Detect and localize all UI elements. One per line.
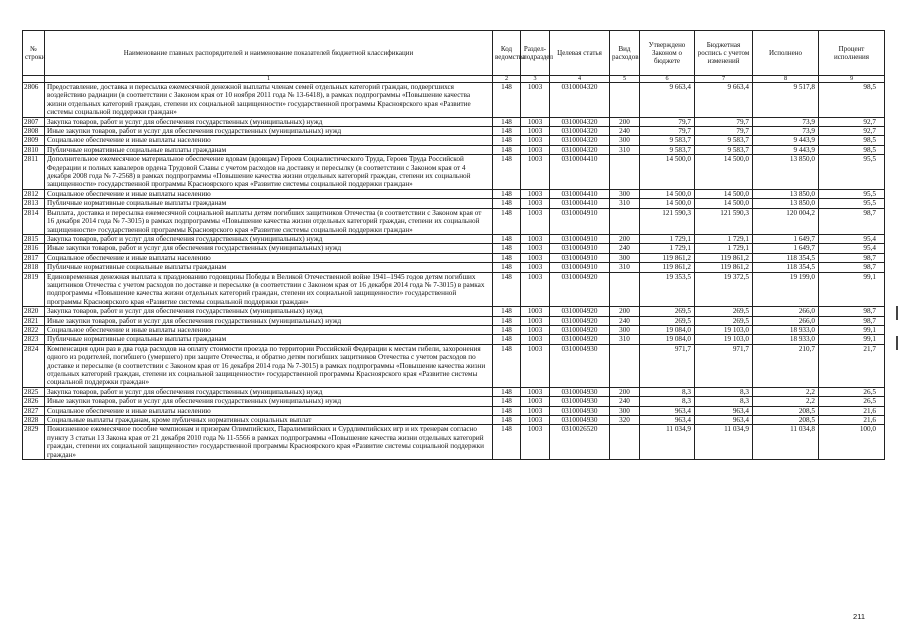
schedule-amount: 19 103,0 [695,325,753,334]
ministry-code: 148 [493,145,521,154]
row-name: Иные закупки товаров, работ и услуг для обеспечения государственных (муниципальных) нужд [45,397,493,406]
column-number [23,76,45,83]
target-article: 0310004910 [550,244,610,253]
table-row [23,406,885,415]
schedule-amount: 79,7 [695,127,753,136]
row-name: Иные закупки товаров, работ и услуг для обеспечения государственных (муниципальных) нужд [45,316,493,325]
header-section: Раздел-подраздел [521,31,550,76]
ministry-code: 148 [493,344,521,387]
execution-percent: 95,4 [819,244,885,253]
header-budget-schedule: Бюджетная роспись с учетом изменений [695,31,753,76]
ministry-code: 148 [493,307,521,316]
schedule-amount: 121 590,3 [695,208,753,234]
approved-amount: 14 500,0 [640,155,695,190]
column-number: 9 [819,76,885,83]
execution-percent: 98,7 [819,263,885,272]
table-row [23,117,885,126]
column-number: 1 [45,76,493,83]
expense-type: 310 [610,145,640,154]
row-number: 2807 [23,117,45,126]
scan-margin-mark [896,336,898,350]
expense-type: 200 [610,234,640,243]
schedule-amount: 963,4 [695,416,753,425]
execution-percent: 92,7 [819,127,885,136]
execution-percent: 99,1 [819,325,885,334]
schedule-amount: 9 663,4 [695,83,753,118]
table-row [23,263,885,272]
row-name: Иные закупки товаров, работ и услуг для обеспечения государственных (муниципальных) нужд [45,127,493,136]
executed-amount: 13 850,0 [753,199,819,208]
executed-amount: 73,9 [753,117,819,126]
execution-percent: 26,5 [819,387,885,396]
row-name: Социальное обеспечение и иные выплаты населению [45,325,493,334]
schedule-amount: 269,5 [695,307,753,316]
ministry-code: 148 [493,155,521,190]
row-number: 2821 [23,316,45,325]
row-name: Выплата, доставка и пересылка ежемесячной социальной выплаты детям погибших защитников Отечества (в соответствии с Законом края от 16 декабря 2014 года № 7-3015) в рамках подпрограммы «Повышение качества жизни отдельных категорий граждан, степени их социальной защищенности» государственной программы Красноярского края «Развитие системы социальной поддержки граждан» [45,208,493,234]
row-name: Социальное обеспечение и иные выплаты населению [45,406,493,415]
table-row [23,155,885,190]
target-article: 0310004320 [550,117,610,126]
row-name: Дополнительное ежемесячное материальное обеспечение вдовам (вдовцам) Героев Социалистического Труда, Героев Труда Российской Федерации и полных кавалеров ордена Трудовой Славы с учетом расходов на доставку и пересылку (в соответствии с Законом края от 4 декабря 2008 года № 7-2568) в рамках подпрограммы «Повышение качества жизни отдельных категорий граждан, степени их социальной защищенности» государственной программы Красноярского края «Развитие системы социальной поддержки граждан» [45,155,493,190]
ministry-code: 148 [493,234,521,243]
table-row [23,344,885,387]
table-row [23,387,885,396]
row-name: Пожизненное ежемесячное пособие чемпионам и призерам Олимпийских, Паралимпийских и Сурдлимпийских игр и их тренерам согласно пункту 3 статьи 13 Закона края от 21 декабря 2010 года № 11-5566 в рамках подпрограммы «Повышение качества жизни отдельных категорий граждан, степени их социальной защищенности» государственной программы Красноярского края «Развитие системы социальной поддержки граждан» [45,425,493,460]
executed-amount: 18 933,0 [753,335,819,344]
row-name: Единовременная денежная выплата к празднованию годовщины Победы в Великой Отечественной войне 1941–1945 годов детям погибших защитников Отечества с учетом расходов по доставке и пересылке (в соответствии с Законом края от 16 декабря 2014 года № 7-3015) в рамках подпрограммы «Повышение качества жизни отдельных категорий граждан, степени их социальной защищенности» государственной программы Красноярского края «Развитие системы социальной поддержки граждан» [45,272,493,307]
target-article: 0310004930 [550,344,610,387]
table-body [23,83,885,460]
ministry-code: 148 [493,387,521,396]
execution-percent: 95,4 [819,234,885,243]
target-article: 0310004930 [550,387,610,396]
executed-amount: 9 443,9 [753,136,819,145]
section-code: 1003 [521,244,550,253]
expense-type: 310 [610,263,640,272]
column-number: 4 [550,76,610,83]
ministry-code: 148 [493,189,521,198]
expense-type: 300 [610,136,640,145]
expense-type [610,425,640,460]
executed-amount: 266,0 [753,316,819,325]
ministry-code: 148 [493,199,521,208]
column-number-row [23,76,885,83]
approved-amount: 963,4 [640,416,695,425]
approved-amount: 119 861,2 [640,263,695,272]
row-name: Публичные нормативные социальные выплаты гражданам [45,335,493,344]
expense-type [610,344,640,387]
target-article: 0310004320 [550,136,610,145]
expense-type: 200 [610,307,640,316]
row-number: 2818 [23,263,45,272]
row-name: Публичные нормативные социальные выплаты гражданам [45,199,493,208]
approved-amount: 119 861,2 [640,253,695,262]
expense-type: 300 [610,325,640,334]
execution-percent: 98,5 [819,145,885,154]
section-code: 1003 [521,425,550,460]
schedule-amount: 1 729,1 [695,244,753,253]
row-name: Закупка товаров, работ и услуг для обеспечения государственных (муниципальных) нужд [45,307,493,316]
section-code: 1003 [521,127,550,136]
approved-amount: 79,7 [640,127,695,136]
schedule-amount: 14 500,0 [695,155,753,190]
schedule-amount: 119 861,2 [695,263,753,272]
section-code: 1003 [521,397,550,406]
table-row [23,234,885,243]
schedule-amount: 971,7 [695,344,753,387]
executed-amount: 120 004,2 [753,208,819,234]
row-name: Социальное обеспечение и иные выплаты населению [45,253,493,262]
expense-type: 200 [610,387,640,396]
row-number: 2819 [23,272,45,307]
schedule-amount: 19 103,0 [695,335,753,344]
approved-amount: 9 663,4 [640,83,695,118]
executed-amount: 18 933,0 [753,325,819,334]
row-name: Социальное обеспечение и иные выплаты населению [45,189,493,198]
target-article: 0310004320 [550,127,610,136]
table-row [23,335,885,344]
expense-type: 300 [610,406,640,415]
section-code: 1003 [521,253,550,262]
row-name: Закупка товаров, работ и услуг для обеспечения государственных (муниципальных) нужд [45,117,493,126]
ministry-code: 148 [493,263,521,272]
table-row [23,272,885,307]
execution-percent: 21,6 [819,416,885,425]
column-number: 5 [610,76,640,83]
approved-amount: 971,7 [640,344,695,387]
execution-percent: 21,6 [819,406,885,415]
table-row [23,189,885,198]
target-article: 0310004410 [550,199,610,208]
header-row-number: № строки [23,31,45,76]
approved-amount: 14 500,0 [640,199,695,208]
ministry-code: 148 [493,406,521,415]
row-number: 2827 [23,406,45,415]
target-article: 0310004920 [550,316,610,325]
table-row [23,208,885,234]
section-code: 1003 [521,307,550,316]
expense-type: 300 [610,253,640,262]
row-name: Публичные нормативные социальные выплаты гражданам [45,263,493,272]
execution-percent: 100,0 [819,425,885,460]
section-code: 1003 [521,155,550,190]
section-code: 1003 [521,263,550,272]
table-row [23,325,885,334]
table-row [23,145,885,154]
schedule-amount: 963,4 [695,406,753,415]
executed-amount: 2,2 [753,387,819,396]
execution-percent: 99,1 [819,272,885,307]
ministry-code: 148 [493,136,521,145]
row-number: 2809 [23,136,45,145]
expense-type: 240 [610,316,640,325]
execution-percent: 95,5 [819,199,885,208]
column-number: 7 [695,76,753,83]
expense-type [610,83,640,118]
expense-type: 240 [610,397,640,406]
target-article: 0310004930 [550,416,610,425]
row-name: Социальное обеспечение и иные выплаты населению [45,136,493,145]
schedule-amount: 11 034,9 [695,425,753,460]
approved-amount: 14 500,0 [640,189,695,198]
section-code: 1003 [521,83,550,118]
row-name: Социальные выплаты гражданам, кроме публичных нормативных социальных выплат [45,416,493,425]
target-article: 0310004910 [550,253,610,262]
executed-amount: 9 517,8 [753,83,819,118]
expense-type: 240 [610,127,640,136]
ministry-code: 148 [493,83,521,118]
schedule-amount: 79,7 [695,117,753,126]
row-number: 2810 [23,145,45,154]
budget-report-sheet [22,30,884,460]
row-number: 2826 [23,397,45,406]
ministry-code: 148 [493,244,521,253]
executed-amount: 73,9 [753,127,819,136]
row-number: 2817 [23,253,45,262]
table-row [23,316,885,325]
execution-percent: 95,5 [819,155,885,190]
expense-type: 200 [610,117,640,126]
executed-amount: 19 199,0 [753,272,819,307]
executed-amount: 13 850,0 [753,189,819,198]
executed-amount: 118 354,5 [753,263,819,272]
section-code: 1003 [521,234,550,243]
executed-amount: 208,5 [753,406,819,415]
schedule-amount: 119 861,2 [695,253,753,262]
column-number: 3 [521,76,550,83]
schedule-amount: 9 583,7 [695,136,753,145]
expense-type [610,272,640,307]
table-row [23,397,885,406]
expense-type: 300 [610,189,640,198]
executed-amount: 11 034,8 [753,425,819,460]
approved-amount: 9 583,7 [640,145,695,154]
approved-amount: 1 729,1 [640,234,695,243]
row-number: 2813 [23,199,45,208]
section-code: 1003 [521,406,550,415]
row-number: 2811 [23,155,45,190]
table-row [23,199,885,208]
execution-percent: 95,5 [819,189,885,198]
section-code: 1003 [521,189,550,198]
row-name: Закупка товаров, работ и услуг для обеспечения государственных (муниципальных) нужд [45,234,493,243]
table-row [23,416,885,425]
execution-percent: 99,1 [819,335,885,344]
approved-amount: 269,5 [640,307,695,316]
row-number: 2806 [23,83,45,118]
approved-amount: 8,3 [640,387,695,396]
section-code: 1003 [521,117,550,126]
section-code: 1003 [521,136,550,145]
scan-margin-mark [896,306,898,320]
target-article: 0310004910 [550,263,610,272]
header-target-article: Целевая статья [550,31,610,76]
section-code: 1003 [521,208,550,234]
schedule-amount: 19 372,5 [695,272,753,307]
executed-amount: 208,5 [753,416,819,425]
approved-amount: 19 084,0 [640,335,695,344]
section-code: 1003 [521,344,550,387]
execution-percent: 21,7 [819,344,885,387]
section-code: 1003 [521,335,550,344]
budget-table [22,30,885,460]
section-code: 1003 [521,145,550,154]
ministry-code: 148 [493,208,521,234]
ministry-code: 148 [493,316,521,325]
row-number: 2823 [23,335,45,344]
expense-type [610,155,640,190]
header-name: Наименование главных распорядителей и наименование показателей бюджетной классификации [45,31,493,76]
execution-percent: 92,7 [819,117,885,126]
row-number: 2815 [23,234,45,243]
executed-amount: 210,7 [753,344,819,387]
expense-type: 310 [610,199,640,208]
header-percent: Процент исполнения [819,31,885,76]
ministry-code: 148 [493,416,521,425]
executed-amount: 1 649,7 [753,244,819,253]
schedule-amount: 269,5 [695,316,753,325]
ministry-code: 148 [493,127,521,136]
column-number: 8 [753,76,819,83]
execution-percent: 98,7 [819,253,885,262]
target-article: 0310004930 [550,406,610,415]
schedule-amount: 8,3 [695,387,753,396]
target-article: 0310004920 [550,335,610,344]
execution-percent: 98,5 [819,83,885,118]
section-code: 1003 [521,316,550,325]
executed-amount: 13 850,0 [753,155,819,190]
execution-percent: 98,5 [819,136,885,145]
approved-amount: 269,5 [640,316,695,325]
target-article: 0310004410 [550,189,610,198]
header-ministry-code: Код ведомства [493,31,521,76]
ministry-code: 148 [493,117,521,126]
expense-type: 320 [610,416,640,425]
execution-percent: 98,7 [819,307,885,316]
ministry-code: 148 [493,335,521,344]
executed-amount: 118 354,5 [753,253,819,262]
approved-amount: 963,4 [640,406,695,415]
approved-amount: 79,7 [640,117,695,126]
approved-amount: 19 353,5 [640,272,695,307]
table-row [23,425,885,460]
table-row [23,253,885,262]
row-number: 2825 [23,387,45,396]
table-row [23,127,885,136]
approved-amount: 9 583,7 [640,136,695,145]
header-executed: Исполнено [753,31,819,76]
section-code: 1003 [521,199,550,208]
row-number: 2808 [23,127,45,136]
executed-amount: 266,0 [753,307,819,316]
schedule-amount: 14 500,0 [695,189,753,198]
approved-amount: 1 729,1 [640,244,695,253]
target-article: 0310004910 [550,234,610,243]
header-expense-type: Вид расходов [610,31,640,76]
target-article: 0310004920 [550,325,610,334]
section-code: 1003 [521,416,550,425]
approved-amount: 8,3 [640,397,695,406]
expense-type [610,208,640,234]
executed-amount: 9 443,9 [753,145,819,154]
row-name: Иные закупки товаров, работ и услуг для обеспечения государственных (муниципальных) нужд [45,244,493,253]
execution-percent: 98,7 [819,208,885,234]
target-article: 0310004910 [550,208,610,234]
table-header-row [23,31,885,76]
ministry-code: 148 [493,325,521,334]
row-number: 2814 [23,208,45,234]
ministry-code: 148 [493,397,521,406]
execution-percent: 98,7 [819,316,885,325]
expense-type: 240 [610,244,640,253]
execution-percent: 26,5 [819,397,885,406]
row-number: 2824 [23,344,45,387]
schedule-amount: 9 583,7 [695,145,753,154]
target-article: 0310004920 [550,307,610,316]
schedule-amount: 14 500,0 [695,199,753,208]
section-code: 1003 [521,325,550,334]
approved-amount: 19 084,0 [640,325,695,334]
table-row [23,307,885,316]
row-name: Закупка товаров, работ и услуг для обеспечения государственных (муниципальных) нужд [45,387,493,396]
approved-amount: 11 034,9 [640,425,695,460]
target-article: 0310004410 [550,155,610,190]
row-name: Публичные нормативные социальные выплаты гражданам [45,145,493,154]
row-number: 2828 [23,416,45,425]
row-name: Компенсация один раз в два года расходов на оплату стоимости проезда по территории Российской Федерации к местам гибели, захоронения одного из родителей, погибшего (умершего) при защите Отечества, и обратно детям погибших защитников Отечества с учетом расходов по доставке и пересылке (в соответствии с Законом края от 16 декабря 2014 года № 7-3015) в рамках подпрограммы «Повышение качества жизни отдельных категорий граждан, степени их социальной защищенности» государственной программы Красноярского края «Развитие системы социальной поддержки граждан» [45,344,493,387]
section-code: 1003 [521,387,550,396]
ministry-code: 148 [493,272,521,307]
target-article: 0310004920 [550,272,610,307]
row-name: Предоставление, доставка и пересылка ежемесячной денежной выплаты членам семей отдельных категорий граждан, подвергшихся воздействию радиации (в соответствии с Законом края от 10 ноября 2011 года № 13-6418), в рамках подпрограммы «Повышение качества жизни отдельных категорий граждан, степени их социальной защищенности» государственной программы Красноярского края «Развитие системы социальной поддержки граждан» [45,83,493,118]
column-number: 6 [640,76,695,83]
row-number: 2816 [23,244,45,253]
row-number: 2812 [23,189,45,198]
ministry-code: 148 [493,253,521,262]
schedule-amount: 8,3 [695,397,753,406]
header-approved: Утверждено Законом о бюджете [640,31,695,76]
page-number: 211 [853,612,865,621]
ministry-code: 148 [493,425,521,460]
executed-amount: 2,2 [753,397,819,406]
executed-amount: 1 649,7 [753,234,819,243]
target-article: 0310026520 [550,425,610,460]
table-row [23,83,885,118]
row-number: 2820 [23,307,45,316]
row-number: 2829 [23,425,45,460]
section-code: 1003 [521,272,550,307]
column-number: 2 [493,76,521,83]
schedule-amount: 1 729,1 [695,234,753,243]
target-article: 0310004320 [550,145,610,154]
expense-type: 310 [610,335,640,344]
table-row [23,244,885,253]
target-article: 0310004320 [550,83,610,118]
target-article: 0310004930 [550,397,610,406]
approved-amount: 121 590,3 [640,208,695,234]
row-number: 2822 [23,325,45,334]
table-row [23,136,885,145]
